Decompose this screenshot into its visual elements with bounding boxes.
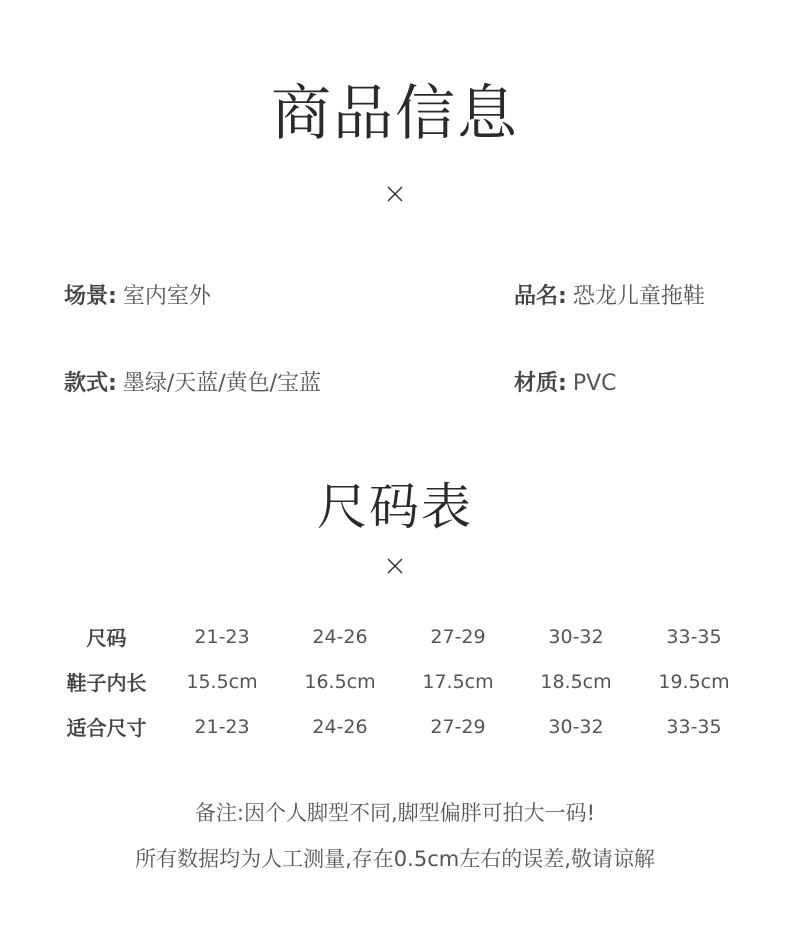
table-cell: 21-23 <box>194 625 250 648</box>
table-cell: 33-35 <box>666 625 722 648</box>
product-info-title: 商品信息 <box>271 79 519 149</box>
info-scene-label: 场景: <box>64 284 117 309</box>
info-name-value: 恐龙儿童拖鞋 <box>572 284 705 309</box>
table-cell: 30-32 <box>548 625 604 648</box>
info-name-label: 品名: <box>514 284 567 309</box>
info-style-value: 墨绿/天蓝/黄色/宝蓝 <box>122 371 322 396</box>
info-style-label: 款式: <box>64 371 117 396</box>
info-style <box>64 369 321 399</box>
table-cell: 18.5cm <box>540 670 612 693</box>
row-header: 尺码 <box>86 626 127 650</box>
table-cell: 24-26 <box>312 625 368 648</box>
table-row <box>50 659 760 704</box>
table-row <box>50 704 760 749</box>
row-header: 适合尺寸 <box>66 716 147 740</box>
info-scene-value: 室内室外 <box>122 284 211 309</box>
table-cell: 27-29 <box>430 715 486 738</box>
table-cell: 30-32 <box>548 715 604 738</box>
table-cell: 27-29 <box>430 625 486 648</box>
note-line-2: 所有数据均为人工测量,存在0.5cm左右的误差,敬请谅解 <box>135 847 655 871</box>
info-material-value: PVC <box>572 371 617 396</box>
info-material-label: 材质: <box>514 371 567 396</box>
size-chart-title: 尺码表 <box>317 478 473 536</box>
cross-icon <box>385 556 405 576</box>
table-row <box>50 614 760 659</box>
table-cell: 19.5cm <box>658 670 730 693</box>
info-scene <box>64 282 211 312</box>
note-line-1: 备注:因个人脚型不同,脚型偏胖可拍大一码! <box>194 801 596 825</box>
table-cell: 17.5cm <box>422 670 494 693</box>
cross-icon <box>385 184 405 204</box>
table-cell: 21-23 <box>194 715 250 738</box>
table-cell: 24-26 <box>312 715 368 738</box>
info-name <box>514 282 705 312</box>
size-table <box>50 614 760 749</box>
info-material <box>514 369 617 399</box>
table-cell: 15.5cm <box>186 670 258 693</box>
table-cell: 16.5cm <box>304 670 376 693</box>
row-header: 鞋子内长 <box>66 671 147 695</box>
table-cell: 33-35 <box>666 715 722 738</box>
